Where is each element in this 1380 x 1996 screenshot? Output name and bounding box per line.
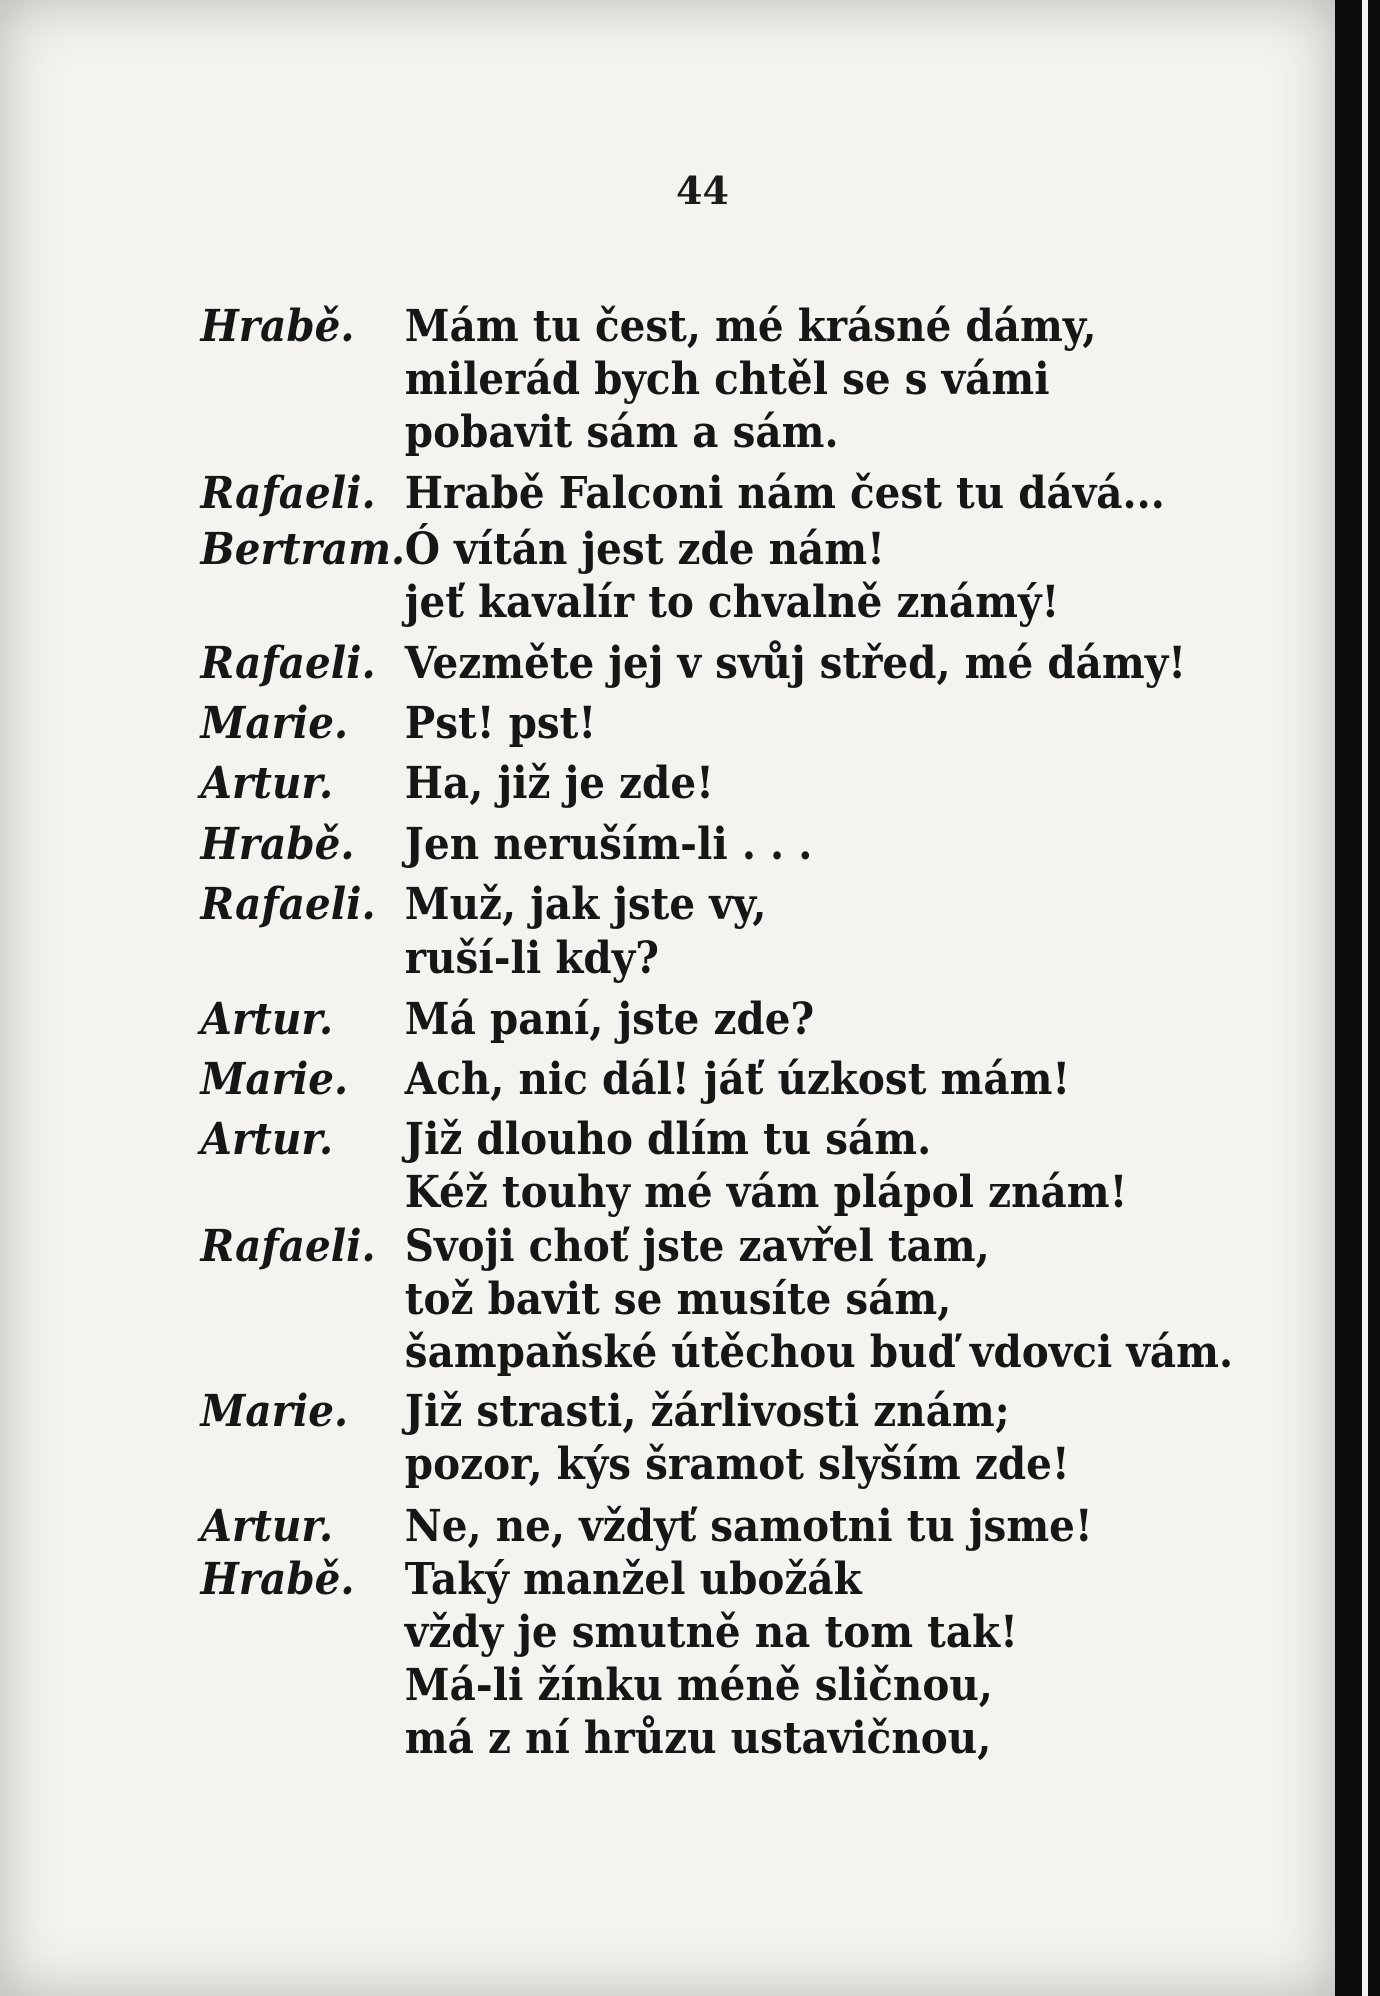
verse-text: Ach, nic dál! jáť úzkost mám! bbox=[404, 1054, 1071, 1105]
speaker-name: Artur. bbox=[200, 758, 334, 809]
speaker-name: Hrabě. bbox=[200, 301, 355, 352]
page-edge bbox=[1335, 0, 1380, 1996]
verse-text: jeť kavalír to chvalně známý! bbox=[404, 577, 1060, 628]
verse-text: Ha, již je zde! bbox=[404, 758, 714, 809]
verse-text: Kéž touhy mé vám plápol znám! bbox=[404, 1167, 1128, 1218]
verse-text: má z ní hrůzu ustavičnou, bbox=[404, 1713, 992, 1764]
verse-text: Již strasti, žárlivosti znám; bbox=[404, 1386, 1010, 1437]
page-number: 44 bbox=[676, 168, 729, 213]
speaker-name: Bertram. bbox=[200, 524, 406, 575]
verse-text: pozor, kýs šramot slyším zde! bbox=[404, 1439, 1070, 1490]
verse-text: Má paní, jste zde? bbox=[404, 994, 815, 1045]
speaker-name: Marie. bbox=[200, 698, 349, 749]
verse-text: tož bavit se musíte sám, bbox=[404, 1274, 952, 1325]
verse-text: Taký manžel ubožák bbox=[404, 1554, 862, 1605]
verse-text: Má-li žínku méně sličnou, bbox=[404, 1660, 993, 1711]
speaker-name: Rafaeli. bbox=[200, 638, 376, 689]
verse-text: Svoji choť jste zavřel tam, bbox=[404, 1221, 990, 1272]
speaker-name: Rafaeli. bbox=[200, 879, 376, 930]
verse-text: pobavit sám a sám. bbox=[404, 407, 839, 458]
verse-text: ruší-li kdy? bbox=[404, 933, 659, 984]
verse-text: šampaňské útěchou buď vdovci vám. bbox=[404, 1327, 1234, 1378]
verse-text: Ne, ne, vždyť samotni tu jsme! bbox=[404, 1501, 1093, 1552]
verse-text: Muž, jak jste vy, bbox=[404, 879, 767, 930]
verse-text: Pst! pst! bbox=[404, 698, 597, 749]
speaker-name: Artur. bbox=[200, 1501, 334, 1552]
verse-text: Ó vítán jest zde nám! bbox=[404, 524, 885, 575]
page-edge-line bbox=[1362, 0, 1368, 1996]
speaker-name: Hrabě. bbox=[200, 819, 355, 870]
speaker-name: Hrabě. bbox=[200, 1554, 355, 1605]
speaker-name: Rafaeli. bbox=[200, 468, 376, 519]
verse-text: Již dlouho dlím tu sám. bbox=[404, 1114, 932, 1165]
verse-text: Jen neruším-li . . . bbox=[404, 819, 813, 870]
speaker-name: Artur. bbox=[200, 994, 334, 1045]
verse-text: milerád bych chtěl se s vámi bbox=[404, 354, 1050, 405]
speaker-name: Marie. bbox=[200, 1054, 349, 1105]
verse-text: Vezměte jej v svůj střed, mé dámy! bbox=[404, 638, 1187, 689]
verse-text: Hrabě Falconi nám čest tu dává... bbox=[404, 468, 1165, 519]
speaker-name: Marie. bbox=[200, 1386, 349, 1437]
speaker-name: Rafaeli. bbox=[200, 1221, 376, 1272]
verse-text: vždy je smutně na tom tak! bbox=[404, 1607, 1018, 1658]
verse-text: Mám tu čest, mé krásné dámy, bbox=[404, 301, 1097, 352]
speaker-name: Artur. bbox=[200, 1114, 334, 1165]
